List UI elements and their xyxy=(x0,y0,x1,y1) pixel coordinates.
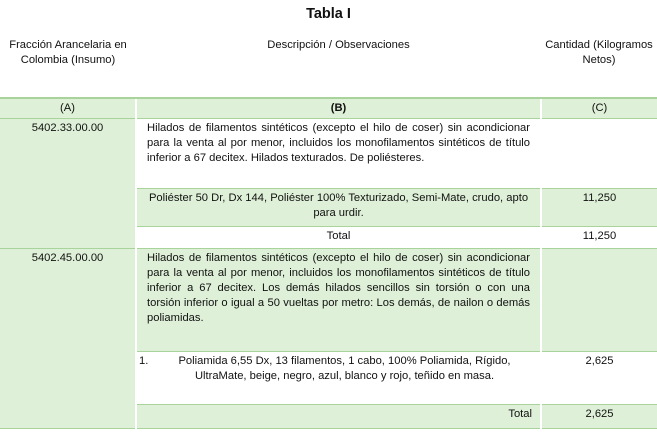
total-label: Total xyxy=(136,227,541,249)
header-fraction: Fracción Arancelaria en Colombia (Insumo) xyxy=(9,39,127,66)
section-row xyxy=(0,249,657,352)
item-description: Poliéster 50 Dr, Dx 144, Poliéster 100% Texturizado, Semi-Mate, crudo, apto para urdir. xyxy=(136,189,541,227)
description-quantity-cell xyxy=(541,119,657,189)
item-description xyxy=(136,352,541,405)
section-description: Hilados de filamentos sintéticos (excepto el hilo de coser) sin acondicionar para la venta al por menor, incluidos los monofilamentos sintéticos de título inferior a 67 decitex. Hilados texturados. De poliésteres. xyxy=(136,119,541,189)
tariff-table xyxy=(0,34,657,429)
total-label: Total xyxy=(136,405,541,429)
letter-a: (A) xyxy=(0,98,136,119)
description-quantity-cell xyxy=(541,249,657,352)
item-number: 1. xyxy=(139,355,149,367)
letter-b: (B) xyxy=(136,98,541,119)
column-letter-row xyxy=(0,98,657,119)
letter-c: (C) xyxy=(541,98,657,119)
total-quantity: 2,625 xyxy=(541,405,657,429)
header-row xyxy=(0,34,657,98)
fraction-code: 5402.45.00.00 xyxy=(0,249,136,429)
item-text: Poliamida 6,55 Dx, 13 filamentos, 1 cabo, 100% Poliamida, Rígido, UltraMate, beige, negro, azul, blanco y rojo, teñido en masa. xyxy=(178,355,511,382)
fraction-code: 5402.33.00.00 xyxy=(0,119,136,249)
section-description: Hilados de filamentos sintéticos (excepto el hilo de coser) sin acondicionar para la venta al por menor, incluidos los monofilamentos sintéticos de título inferior a 67 decitex. Los demás hilados sencillos sin torsión o con una torsión inferior o igual a 50 vueltas por metro: Los demás, de nailon o demás poliamidas. xyxy=(136,249,541,352)
table-title: Tabla I xyxy=(306,6,351,22)
header-quantity: Cantidad (Kilogramos Netos) xyxy=(545,39,653,66)
item-quantity: 2,625 xyxy=(541,352,657,405)
total-quantity: 11,250 xyxy=(541,227,657,249)
section-row xyxy=(0,119,657,189)
item-quantity: 11,250 xyxy=(541,189,657,227)
header-description: Descripción / Observaciones xyxy=(267,39,410,51)
